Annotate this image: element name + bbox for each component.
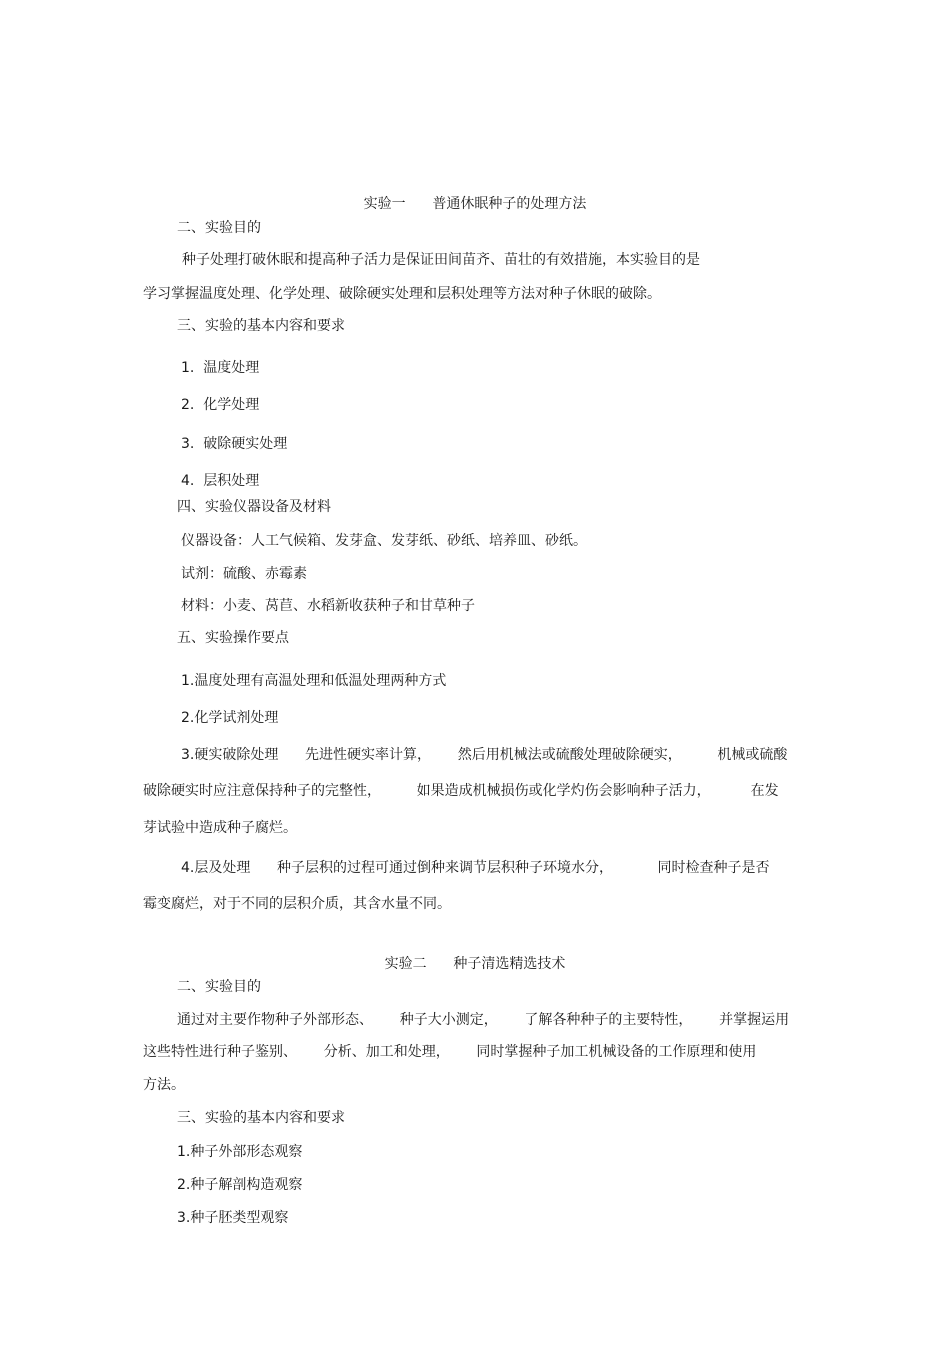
exp1-materials-line: 材料：小麦、莴苣、水稻新收获种子和甘草种子 xyxy=(181,598,475,614)
exp1-purpose-line-2: 学习掌握温度处理、化学处理、破除硬实处理和层积处理等方法对种子休眠的破除。 xyxy=(143,286,661,302)
exp2-purpose-heading: 二、实验目的 xyxy=(177,979,261,995)
exp2-purpose-line-1: 通过对主要作物种子外部形态、 种子大小测定， 了解各种种子的主要特性， 并掌握运用 xyxy=(177,1012,790,1028)
exp1-operation-heading: 五、实验操作要点 xyxy=(177,630,289,646)
exp1-purpose-heading: 二、实验目的 xyxy=(177,220,261,236)
exp2-content-item-3: 3.种子胚类型观察 xyxy=(177,1210,289,1226)
exp1-operation-item-3-line-3: 芽试验中造成种子腐烂。 xyxy=(143,820,297,836)
exp2-content-item-1: 1.种子外部形态观察 xyxy=(177,1144,303,1160)
exp1-equipment-line: 仪器设备：人工气候箱、发芽盒、发芽纸、砂纸、培养皿、砂纸。 xyxy=(181,533,587,549)
exp1-operation-item-2: 2.化学试剂处理 xyxy=(181,710,279,726)
exp1-operation-item-3-line-1: 3.硬实破除处理 先进性硬实率计算， 然后用机械法或硫酸处理破除硬实， 机械或硫酸 xyxy=(181,747,788,763)
exp1-operation-item-3-line-2: 破除硬实时应注意保持种子的完整性， 如果造成机械损伤或化学灼伤会影响种子活力， 在发 xyxy=(143,783,779,799)
exp2-content-heading: 三、实验的基本内容和要求 xyxy=(177,1110,345,1126)
exp2-purpose-line-2: 这些特性进行种子鉴别、 分析、加工和处理， 同时掌握种子加工机械设备的工作原理和使用 xyxy=(143,1044,757,1060)
exp1-content-item-3: 3. 破除硬实处理 xyxy=(181,436,288,452)
exp2-title: 实验二 种子清选精选技术 xyxy=(384,956,566,972)
exp1-operation-item-1: 1.温度处理有高温处理和低温处理两种方式 xyxy=(181,673,447,689)
exp2-content-item-2: 2.种子解剖构造观察 xyxy=(177,1177,303,1193)
exp1-operation-item-4-line-2: 霉变腐烂，对于不同的层积介质，其含水量不同。 xyxy=(143,896,451,912)
exp1-content-heading: 三、实验的基本内容和要求 xyxy=(177,318,345,334)
exp1-purpose-line-1: 种子处理打破休眠和提高种子活力是保证田间苗齐、苗壮的有效措施，本实验目的是 xyxy=(182,252,700,268)
exp1-content-item-4: 4. 层积处理 xyxy=(181,473,260,489)
exp1-title: 实验一 普通休眠种子的处理方法 xyxy=(363,196,587,212)
exp1-operation-item-4-line-1: 4.层及处理 种子层积的过程可通过倒种来调节层积种子环境水分， 同时检查种子是否 xyxy=(181,860,770,876)
exp2-purpose-line-3: 方法。 xyxy=(143,1077,185,1093)
exp1-content-item-2: 2. 化学处理 xyxy=(181,397,260,413)
exp1-reagents-line: 试剂：硫酸、赤霉素 xyxy=(181,566,307,582)
exp1-equipment-heading: 四、实验仪器设备及材料 xyxy=(177,499,331,515)
exp1-content-item-1: 1. 温度处理 xyxy=(181,360,260,376)
